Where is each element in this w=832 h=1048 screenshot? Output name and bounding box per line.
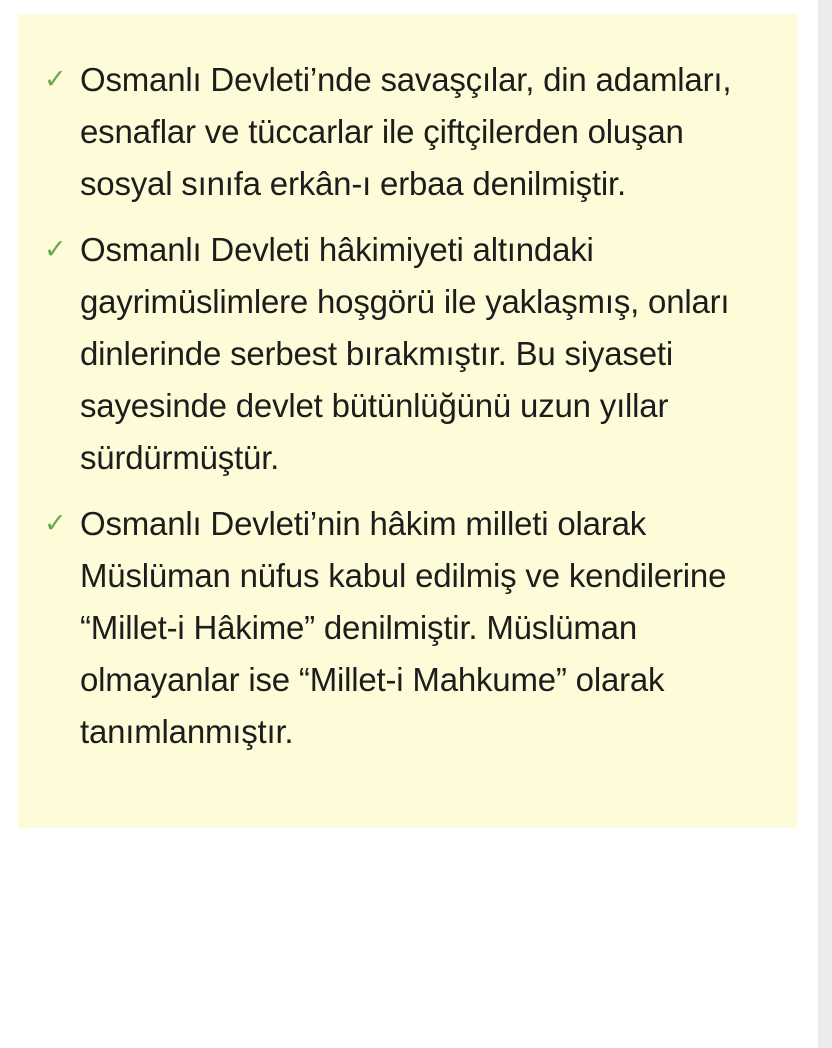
list-item xyxy=(44,498,777,758)
check-icon: ✓ xyxy=(44,64,67,95)
list-item-text: Osmanlı Devleti’nde savaşçılar, din adamları, esnaflar ve tüccarlar ile çiftçilerden oluşan sosyal sınıfa erkân-ı erbaa denilmiştir. xyxy=(80,61,732,202)
list-item-text: Osmanlı Devleti’nin hâkim milleti olarak Müslüman nüfus kabul edilmiş ve kendilerine “Millet-i Hâkime” denilmiştir. Müslüman olmayanlar ise “Millet-i Mahkume” olarak tanımlanmıştır. xyxy=(80,505,727,750)
check-icon: ✓ xyxy=(44,508,67,539)
list-item xyxy=(44,54,777,210)
scrollbar-track[interactable] xyxy=(818,0,832,1048)
list-item-text: Osmanlı Devleti hâkimiyeti altındaki gayrimüslimlere hoşgörü ile yaklaşmış, onları dinlerinde serbest bırakmıştır. Bu siyaseti sayesinde devlet bütünlüğünü uzun yıllar sürdürmüştür. xyxy=(80,231,730,476)
info-card xyxy=(18,14,797,828)
check-icon: ✓ xyxy=(44,234,67,265)
list-item xyxy=(44,224,777,484)
